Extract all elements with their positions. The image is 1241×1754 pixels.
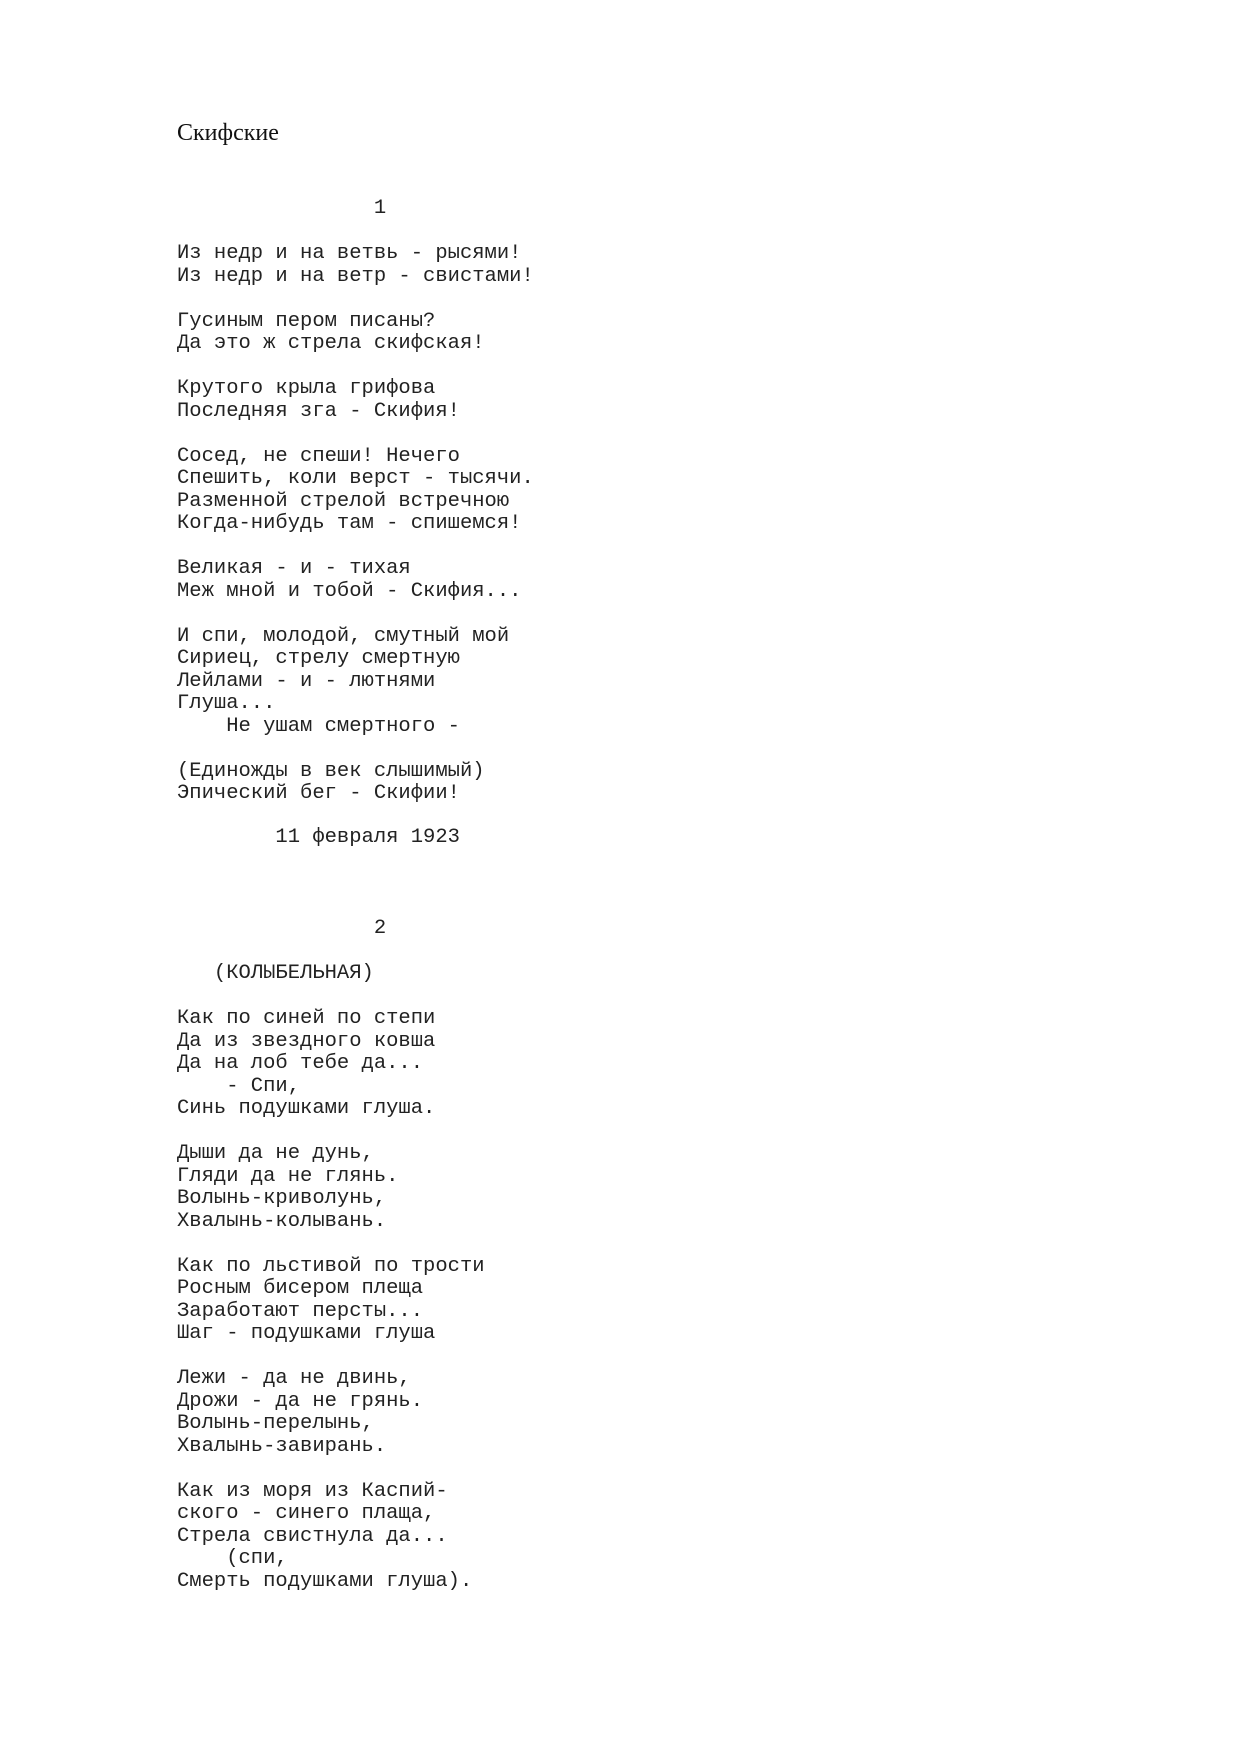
document-title: Скифские [177,120,279,146]
poem-text-2: Как по синей по степи Да из звездного ковша Да на лоб тебе да... - Спи, Синь подушками глуша. Дыши да не дунь, Гляди да не глянь. Волынь-криволунь, Хвалынь-колывань. Как по льстивой по трости Росным бисером плеща Заработают персты... Шаг - подушками глуша Лежи - да не двинь, Дрожи - да не грянь. Волынь-перелынь, Хвалынь-завирань. Как из моря из Каспий- ского - синего плаща, Стрела свистнула да... (спи, Смерть подушками глуша). [177,1007,485,1593]
poem-text-1: Из недр и на ветвь - рысями! Из недр и на ветр - свистами! Гусиным пером писаны? Да это ж стрела скифская! Крутого крыла грифова Последняя зга - Скифия! Сосед, не спеши! Нечего Спешить, коли верст - тысячи. Разменной стрелой встречною Когда-нибудь там - спишемся! Великая - и - тихая Меж мной и тобой - Скифия... И спи, молодой, смутный мой Сириец, стрелу смертную Лейлами - и - лютнями Глуша... Не ушам смертного - (Единожды в век слышимый) Эпический бег - Скифии! [177,242,534,805]
poem-date-1: 11 февраля 1923 [177,826,460,849]
section-number-1: 1 [177,197,387,220]
poem-subtitle-2: (КОЛЫБЕЛЬНАЯ) [177,962,374,985]
section-number-2: 2 [177,917,387,940]
